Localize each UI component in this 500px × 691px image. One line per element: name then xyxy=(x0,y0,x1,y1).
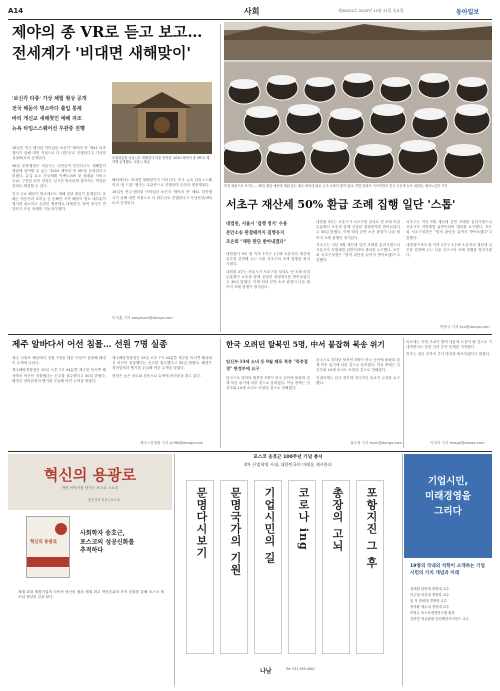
story1-sub-1: '보신각 타종' 가상 체험 형상 공개 xyxy=(12,96,87,102)
story2-sub-2: 본안소송 판결때까지 집행유지 xyxy=(226,231,285,236)
story4-subhead: 임신부·14세 소녀 등 9월 체포 북중 "북중접경" 현정부에 요구 xyxy=(226,359,308,371)
book-spine xyxy=(186,480,214,654)
ad-left-title: 혁신의 용광로 xyxy=(43,466,137,484)
photo-jangdok-caption: 허전 채움으로 보이는… 30일 충남 예산에 세워 있는 메주·장독대 위로 눈이 소복이 쌓여 있다. 연말 한파가 이어지면서 전국 곳곳에 눈이 내렸다. 예산=김미 기자 xyxy=(224,184,448,188)
book-cover-title: 혁신의 용광로 xyxy=(30,540,57,545)
book-spine-title: 총장의 고뇌 xyxy=(331,487,344,552)
ad-center-publisher-logo: 나남 xyxy=(260,668,272,675)
story1-subheads xyxy=(12,94,108,134)
ad-left-tagline xyxy=(80,530,134,556)
story5-paragraph: 정부는 내년 초까지 추가 병상을 확보하겠다고 밝혔다. xyxy=(406,352,491,357)
story2-subheads xyxy=(226,220,310,247)
story3-paragraph: 현장은 높은 파도와 강풍으로 수색에 어려움을 겪고 있다. xyxy=(112,373,201,378)
story5-paragraph: 의료계는 이번 조치가 방역 대응에 도움이 될 것으로 기대하면서도 현장 인력 부족 문제를 지적했다. xyxy=(406,340,492,350)
story1-byline: 이지훈 기자 easyhoon@donga.com xyxy=(112,316,173,320)
story5-body xyxy=(406,340,492,436)
ad-center-banner: 포스코 송호근 100주년 기념 총서 xyxy=(253,455,323,460)
masthead xyxy=(8,6,492,18)
ad-left-description: 세계 최대 재정기업의 지속적 혁신의 원천 세계 최고 혁신본위의 조직 문화를 통해 포스코 제조업 혁신의 길을 묻다. xyxy=(18,590,164,600)
story2-paragraph: 대법원이 9억 원 이하 1가구 1주택 소유자의 재산세 일부를 감면해 주는 서울 서초구의 조례 집행을 정지시켰다. xyxy=(226,252,310,267)
story3-byline: 제주=임재영 기자 jy788@donga.com xyxy=(140,441,204,445)
tagline-line: 추적하다 xyxy=(80,547,104,554)
story1-body-col1 xyxy=(12,146,106,320)
ad-divider xyxy=(402,454,403,686)
ad-right-list-item: 정지환 세무대 경영대 교수 xyxy=(410,605,450,609)
book-spines xyxy=(186,480,392,654)
story2-paragraph: 서초구는 지난 9월 재산세 감면 조례를 통과시켰으나 서울시가 지방세법 위반이라며 재의를 요구했다. 조은희 서초구청장은 "법적 판단을 끝까지 받아보겠다"고 말했다. xyxy=(406,220,492,240)
issue-date: 제30032호 2020년 12월 31일 목요일 xyxy=(338,8,404,13)
book-spine-title: 기업시민의 길 xyxy=(263,487,276,564)
ad-right-title-line: 미래경영을 xyxy=(425,491,471,502)
section-name: 사회 xyxy=(244,6,260,16)
ad-right-list xyxy=(410,586,488,622)
book-spine-title: 문명국가의 기원 xyxy=(229,487,242,576)
story2-body-col3 xyxy=(406,220,492,324)
tagline-line: 사회학자 송호근, xyxy=(80,530,125,537)
story4-headline: 한국 오려던 탈북민 5명, 中서 붙잡혀 북송 위기 xyxy=(226,340,385,349)
jangdok-photo-image xyxy=(224,22,492,183)
story2-byline: 박창규 기자 kyu@donga.com xyxy=(440,325,490,329)
book-spine-title: 문명다시보기 xyxy=(195,487,208,559)
story3-paragraph: 제주 서귀포 해상에서 선원 7명을 태운 어선이 침몰해 해경이 수색에 나섰다. xyxy=(12,356,106,366)
photo-vr-bell-caption: 보험회분할 서울시가 새해맞이 타종 현장을 '2020 제야의 종 VR'로 제작해 공개했다. 서울시 제공 xyxy=(112,156,210,165)
masthead-rule xyxy=(8,19,492,20)
ad-right-caption: 19명의 국내외 석학이 소개하는 기업시민의 가치 개념과 미래 xyxy=(410,564,485,576)
story1-sub-3: 바티 개신교 새해첫인 예배 자조 xyxy=(12,116,82,122)
story3-body-col2 xyxy=(112,356,212,438)
story2-sub-1: 대법원, 서울시 '집행 정지' 수용 xyxy=(226,222,288,227)
ad-right-list-item: 이영수 포스코경영연구원 원장 xyxy=(410,611,455,615)
ad-left-publisher: 송진 5과 지음 | 포스코 xyxy=(88,498,120,502)
photo-vr-bell xyxy=(112,82,212,154)
book-spine xyxy=(288,480,316,654)
photo-jangdok xyxy=(224,22,492,183)
story4-paragraph: 한국으로 향하던 탈북민 5명이 중국 공안에 붙잡혀 강제 북송 위기에 처한 것으로 알려졌다. 이들 중에는 임신부와 14세 소녀도 포함된 것으로 전해졌다. xyxy=(316,358,400,373)
ad-left-subtitle: 박찬 이야기를 담기는 포스코 스토리 xyxy=(61,486,119,490)
story1-paragraph: 전국 주요 해돋이 명소에서도 새해 첫날 출입이 통제된다. 올해는 정동진과 호미곶 등 동해안 지역 해맞이 명소 대부분이 행사를 취소하고 온라인 생중계로 대체한다. 방역 당국은 연말연시 모임 자제를 거듭 당부했다. xyxy=(12,191,106,212)
story1-headline-2: 전세계가 '비대면 새해맞이' xyxy=(12,44,192,62)
story4-body-col1 xyxy=(226,376,310,446)
story2-paragraph: 대법원 3부는 서울시가 서초구를 상대로 낸 조례 의결 무효확인 소송과 함께 신청한 집행정지를 받아들였다고 30일 밝혔다. 이에 따라 본안 소송 판결이 나올 때까지 조례 집행이 정지된다. xyxy=(226,269,310,290)
story4-byline: 권오혁 기자 hyuk@donga.com xyxy=(350,441,403,445)
story1-headline-1: 제야의 종 VR로 듣고 보고… xyxy=(12,23,203,41)
story4-paragraph: 한국으로 향하던 탈북민 5명이 중국 공안에 붙잡혀 강제 북송 위기에 처한 것으로 알려졌다. 이들 중에는 임신부와 14세 소녀도 포함된 것으로 전해졌다. xyxy=(226,376,310,391)
col-divider xyxy=(220,24,221,332)
col-divider xyxy=(220,338,221,448)
book-spine-title: 코로나 ing xyxy=(297,487,310,551)
story2-paragraph: 서초구는 지난 9월 재산세 감면 조례를 통과시켰으나 서울시가 지방세법 위반이라며 재의를 요구했다. 조은희 서초구청장은 "법적 판단을 끝까지 받아보겠다"고 말했다. xyxy=(316,242,400,263)
ad-right-title-line: 그리다 xyxy=(434,506,462,517)
vr-bell-photo-image xyxy=(112,82,212,154)
story1-sub-4: 뉴욕 타임스스퀘어선 무관중 진행 xyxy=(12,126,85,132)
story4-body-col2 xyxy=(316,358,400,438)
ad-right-list-item: 임 목 한양대 경영학 교수 xyxy=(410,599,448,603)
story5-byline: 이미지 기자 image@donga.com xyxy=(430,441,485,445)
book-spine-title: 포항지진 그 후 xyxy=(365,487,378,569)
book-cover-badge xyxy=(55,523,67,535)
ad-center-contact: Tel: 031-955-4601 xyxy=(286,667,315,671)
story3-headline: 제주 알바다서 어선 침몰… 선원 7명 실종 xyxy=(12,340,168,350)
ad-center-banner-2: 4차 산업혁명 시대, 대한민국의 미래를 제시한다 xyxy=(244,462,332,467)
col-divider xyxy=(403,338,404,448)
book-cover xyxy=(26,516,70,578)
story1-sub-2: 전국 해돋이 명소마다 출입 통제 xyxy=(12,106,82,112)
book-spine xyxy=(220,480,248,654)
tagline-line: 포스코의 성공신화를 xyxy=(80,538,135,546)
story4-paragraph: 인권단체는 한국 정부에 적극적인 외교적 노력을 요구했다. xyxy=(316,375,400,385)
ad-right-title-line: 기업시민, xyxy=(427,476,469,487)
story2-sub-3: 조은희 "재판 판단 받아내겠다" xyxy=(226,240,287,245)
story2-paragraph: 대법원 3부는 서울시가 서초구를 상대로 낸 조례 의결 무효확인 소송과 함께 신청한 집행정지를 받아들였다고 30일 밝혔다. 이에 따라 본안 소송 판결이 나올 때까지 조례 집행이 정지된다. xyxy=(316,220,400,240)
book-spine xyxy=(322,480,350,654)
story1-paragraph: 해외에서도 비대면 새해맞이가 이어진다. 미국 뉴욕 타임스스퀘어의 '볼 드롭' 행사는 무관중으로 진행되며 온라인 생중계된다. xyxy=(112,178,212,188)
ad-divider xyxy=(174,454,175,686)
ad-right-list-item: 김장현 성균관대 인터랙션사이언스 교수 xyxy=(410,617,469,621)
story3-paragraph: 제주해양경찰청은 29일 오후 7시 44분쯤 제주항 북서쪽 해상에서 어선이 침몰했다는 신고를 접수했다고 30일 밝혔다. 해경은 경비함정과 헬기를 투입해 야간 수색을 벌였다. xyxy=(12,368,106,383)
ad-right-list-item: 김태원 한양대 경영대 교수 xyxy=(410,587,450,591)
ad-right-title xyxy=(404,474,492,519)
story3-paragraph: 제주해양경찰청은 29일 오후 7시 44분쯤 제주항 북서쪽 해상에서 어선이 침몰했다는 신고를 접수했다고 30일 밝혔다. 해경은 경비함정과 헬기를 투입해 야간 수색을 벌였다. xyxy=(112,356,212,371)
book-spine xyxy=(356,480,384,654)
section-rule-mid xyxy=(8,334,492,335)
page-number: A14 xyxy=(8,7,24,15)
ad-center-panel xyxy=(176,454,400,686)
story1-body-col2 xyxy=(112,178,212,314)
section-rule-ad xyxy=(8,451,492,452)
ad-left-panel xyxy=(8,454,172,686)
newspaper-name: 동아일보 xyxy=(456,9,480,16)
story2-headline: 서초구 재산세 50% 환급 조례 집행 일단 '스톱' xyxy=(226,198,456,211)
story1-paragraph: 18일인 연주·렌더링 이어었던 보신각 '제야의 종' 제41 타종행사가 올해 대면 직접으로 다 대부신로 진행한다고 가상현실(VR)로의 공개된다. xyxy=(112,190,212,205)
book-spine xyxy=(254,480,282,654)
ad-right-list-item: 이주철 서강대 경영학 교수 xyxy=(410,593,450,597)
story1-paragraph: 18일인 연주·렌더링 이어었던 보신각 '제야의 종' 제41 타종행사가 올해 대면 직접으로 다 대부신로 진행한다고 가상현실(VR)로의 공개된다. xyxy=(12,146,106,161)
story2-body-col2 xyxy=(316,220,400,332)
story2-paragraph: 대법원이 9억 원 이하 1가구 1주택 소유자의 재산세 일부를 감면해 주는 서울 서초구의 조례 집행을 정지시켰다. xyxy=(406,242,492,258)
story2-body-col1 xyxy=(226,252,310,332)
story1-paragraph: 36일 문화행정은 서울시는 국민들이 안전하고도 새해맞이 행렬에 참여할 수 있는 '2020 제야의 종 VR'을 운영한다고 밝혔다. 유일 무오 가상세계 이벤트(VR 및 플래폼 서비스 등)로 구현된 타종 현장은 실시간 방송되며 참여자는 연결된 장비로 체험할 수 있다. xyxy=(12,163,106,189)
book-cover-band xyxy=(27,557,69,567)
ad-right-panel xyxy=(404,454,492,686)
story3-body-col1 xyxy=(12,356,106,448)
